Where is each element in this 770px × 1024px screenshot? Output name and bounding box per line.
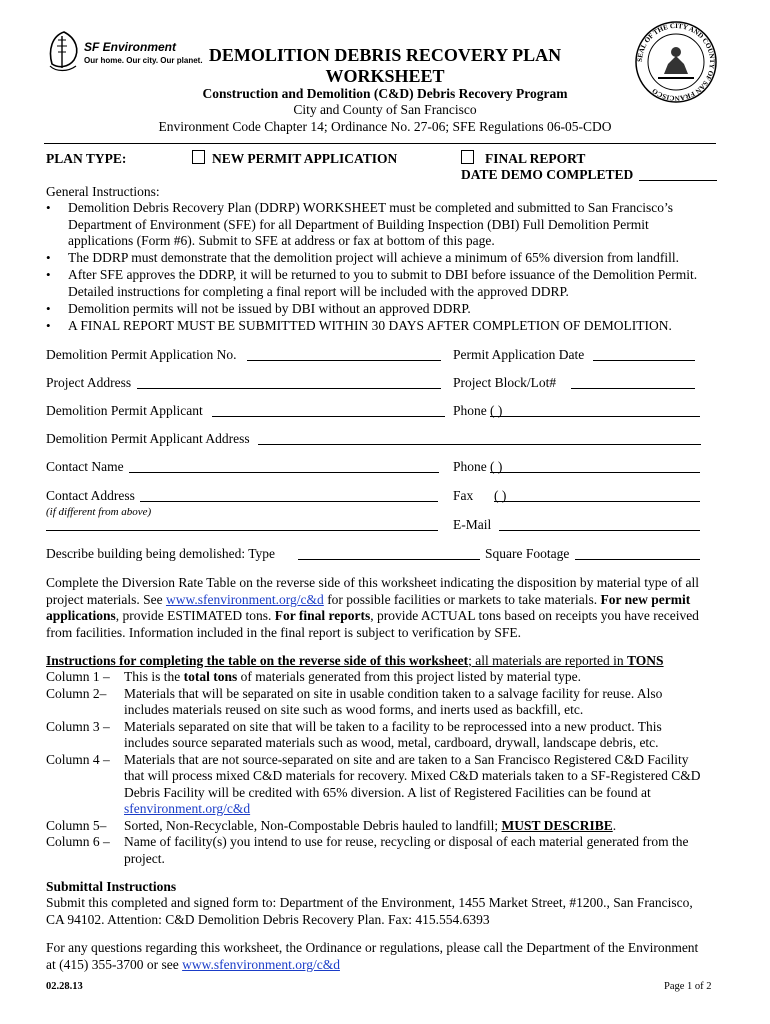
square-footage-field[interactable] [575, 559, 700, 560]
block-lot-label: Project Block/Lot# [453, 375, 557, 390]
email-field[interactable] [499, 530, 700, 531]
new-permit-checkbox[interactable] [192, 150, 205, 164]
contact-address-field-2[interactable] [46, 530, 438, 531]
general-bullet-text: After SFE approves the DDRP, it will be returned to you to submit to DBI before issuance of the Demolition Permit. [68, 267, 698, 282]
general-bullet-text: applications (Form #6). Submit to SFE at address or fax at bottom of this page. [68, 233, 495, 248]
column-text: Debris Facility will be credited with 65% diversion. A list of Registered Facilities can be found at [124, 785, 651, 800]
column-5-text-a: Sorted, Non-Recyclable, Non-Compostable Debris hauled to landfill; [124, 818, 502, 833]
page-number: Page 1 of 2 [664, 981, 712, 992]
fax-label: Fax [453, 488, 474, 503]
questions-line1: For any questions regarding this worksheet, the Ordinance or regulations, please call the Department of the Environment [46, 940, 699, 955]
column-text: Materials that will be separated on site in usable condition taken to a salvage facility for reuse. Also [124, 686, 663, 701]
column-label: Column 1 – [46, 669, 110, 684]
permit-date-label: Permit Application Date [453, 347, 585, 362]
project-address-field[interactable] [137, 388, 441, 389]
column-text: includes source separated materials such as wood, metal, cardboard, drywall, landscape debris, etc. [124, 735, 659, 750]
final-report-label: FINAL REPORT [485, 151, 586, 166]
describe-label: Describe building being demolished: Type [46, 546, 276, 561]
complete-line2 [46, 592, 690, 609]
final-report-checkbox[interactable] [461, 150, 474, 164]
bullet-5: • [46, 318, 51, 333]
general-bullet-text: Department of Environment (SFE) for all Department of Building Inspection (DBI) Full Demolition Permit [68, 217, 649, 232]
complete-line3 [46, 608, 699, 625]
square-footage-label: Square Footage [485, 546, 570, 561]
complete-line2-text: project materials. See [46, 592, 166, 607]
page-title-line1: DEMOLITION DEBRIS RECOVERY PLAN [208, 45, 562, 65]
general-bullet-text: Detailed instructions for completing a final report will be included with the approved DDRP. [68, 284, 569, 299]
bullet-3: • [46, 267, 51, 282]
seal-text: SEAL OF THE CITY AND COUNTY OF SAN FRANCISCO [635, 21, 717, 103]
plan-type-label: PLAN TYPE: [46, 151, 127, 166]
permit-no-label: Demolition Permit Application No. [46, 347, 237, 362]
columns-heading-tail: ; all materials are reported in [468, 653, 628, 668]
column-text: Materials that are not source-separated on site and are taken to a San Francisco Registered C&D Facility [124, 752, 689, 767]
submittal-heading: Submittal Instructions [46, 879, 177, 894]
sfenvironment-link[interactable]: www.sfenvironment.org/c&d [165, 592, 324, 607]
applicant-phone-paren: ( ) [490, 403, 503, 418]
bullet-4: • [46, 301, 51, 316]
new-permit-label: NEW PERMIT APPLICATION [212, 151, 398, 166]
general-bullet-text: The DDRP must demonstrate that the demolition project will achieve a minimum of 65% diversion from landfill. [68, 250, 680, 265]
city-county: City and County of San Francisco [293, 102, 477, 117]
applicant-address-label: Demolition Permit Applicant Address [46, 431, 250, 446]
program-subtitle: Construction and Demolition (C&D) Debris Recovery Program [202, 86, 568, 101]
page-title-line2: WORKSHEET [325, 66, 445, 86]
column-5-tail: . [612, 818, 617, 833]
general-heading: General Instructions: [46, 184, 160, 199]
complete-line3-text-b: , provide ACTUAL tons based on receipts you have received [370, 608, 699, 623]
project-address-label: Project Address [46, 375, 132, 390]
general-bullet-text: Demolition permits will not be issued by DBI without an approved DDRP. [68, 301, 471, 316]
contact-address-label: Contact Address [46, 488, 135, 503]
complete-line3-text: , provide ESTIMATED tons. [115, 608, 275, 623]
fax-paren: ( ) [494, 488, 507, 503]
complete-line1: Complete the Diversion Rate Table on the reverse side of this worksheet indicating the disposition by material type of all [46, 575, 700, 590]
column-label: Column 2– [46, 686, 107, 701]
building-type-field[interactable] [298, 559, 480, 560]
column-text: includes materials reused on site such as wood forms, and inerts used as backfill, etc. [124, 702, 584, 717]
column-text: project. [124, 851, 165, 866]
contact-phone-paren: ( ) [490, 459, 503, 474]
contact-phone-field[interactable] [490, 472, 700, 473]
code-reference: Environment Code Chapter 14; Ordinance No. 27-06; SFE Regulations 06-05-CDO [158, 119, 612, 134]
applicant-phone-field[interactable] [490, 416, 700, 417]
column-5-text [124, 818, 616, 835]
contact-address-field[interactable] [140, 501, 438, 502]
bullet-2: • [46, 250, 51, 265]
date-demo-field[interactable] [639, 180, 717, 181]
general-bullet-text: A FINAL REPORT MUST BE SUBMITTED WITHIN 30 DAYS AFTER COMPLETION OF DEMOLITION. [68, 318, 672, 333]
submittal-line1: Submit this completed and signed form to: Department of the Environment, 1455 Market Street, #1200., San Francisco, [46, 895, 693, 910]
registered-facilities-link[interactable]: sfenvironment.org/c&d [124, 801, 251, 816]
column-label: Column 4 – [46, 752, 110, 767]
complete-line2-text-b: for possible facilities or markets to take materials. [323, 592, 601, 607]
column-label: Column 5– [46, 818, 107, 833]
logo-tagline: Our home. Our city. Our planet. [84, 56, 203, 65]
applicant-address-field[interactable] [258, 444, 701, 445]
column-label: Column 6 – [46, 834, 110, 849]
columns-heading-text: Instructions for completing the table on the reverse side of this worksheet [46, 653, 469, 668]
column-text: Materials separated on site that will be taken to a facility to be reprocessed into a new product. This [124, 719, 662, 734]
if-different-note: (if different from above) [46, 506, 152, 518]
column-text: Name of facility(s) you intend to use for reuse, recycling or disposal of each material generated from the [124, 834, 689, 849]
permit-date-field[interactable] [593, 360, 695, 361]
complete-line3-bold2: For final reports [274, 608, 371, 623]
header-divider [44, 143, 716, 144]
footer-date: 02.28.13 [46, 981, 83, 992]
fax-field[interactable] [494, 501, 700, 502]
column-text: that will process mixed C&D materials for recovery. Mixed C&D materials taken to a SF-Registered C&D [124, 768, 701, 783]
applicant-phone-label: Phone [453, 403, 487, 418]
questions-link[interactable]: www.sfenvironment.org/c&d [182, 957, 340, 972]
complete-line3-bold: applications [46, 608, 116, 623]
contact-name-field[interactable] [129, 472, 439, 473]
logo-brand: SF Environment [84, 40, 177, 54]
submittal-line2: CA 94102. Attention: C&D Demolition Debris Recovery Plan. Fax: 415.554.6393 [46, 912, 490, 927]
questions-line2 [46, 957, 340, 974]
complete-line2-bold: For new permit [600, 592, 691, 607]
questions-line2-text: at (415) 355-3700 or see [46, 957, 183, 972]
complete-line4: from facilities. Information included in the final report is subject to verification by SFE. [46, 625, 522, 640]
column-1-text: This is the total tons of materials generated from this project listed by material type. [124, 669, 582, 684]
columns-heading-tons: TONS [627, 653, 664, 668]
contact-phone-label: Phone [453, 459, 487, 474]
block-lot-field[interactable] [571, 388, 695, 389]
date-demo-label: DATE DEMO COMPLETED [461, 167, 634, 182]
contact-name-label: Contact Name [46, 459, 124, 474]
bullet-1: • [46, 200, 51, 215]
columns-heading [46, 653, 664, 670]
must-describe: MUST DESCRIBE [501, 818, 613, 833]
general-bullet-text: Demolition Debris Recovery Plan (DDRP) WORKSHEET must be completed and submitted to San Francisco’s [68, 200, 674, 215]
email-label: E-Mail [453, 517, 492, 532]
applicant-label: Demolition Permit Applicant [46, 403, 203, 418]
permit-no-field[interactable] [247, 360, 441, 361]
column-label: Column 3 – [46, 719, 110, 734]
applicant-field[interactable] [212, 416, 445, 417]
